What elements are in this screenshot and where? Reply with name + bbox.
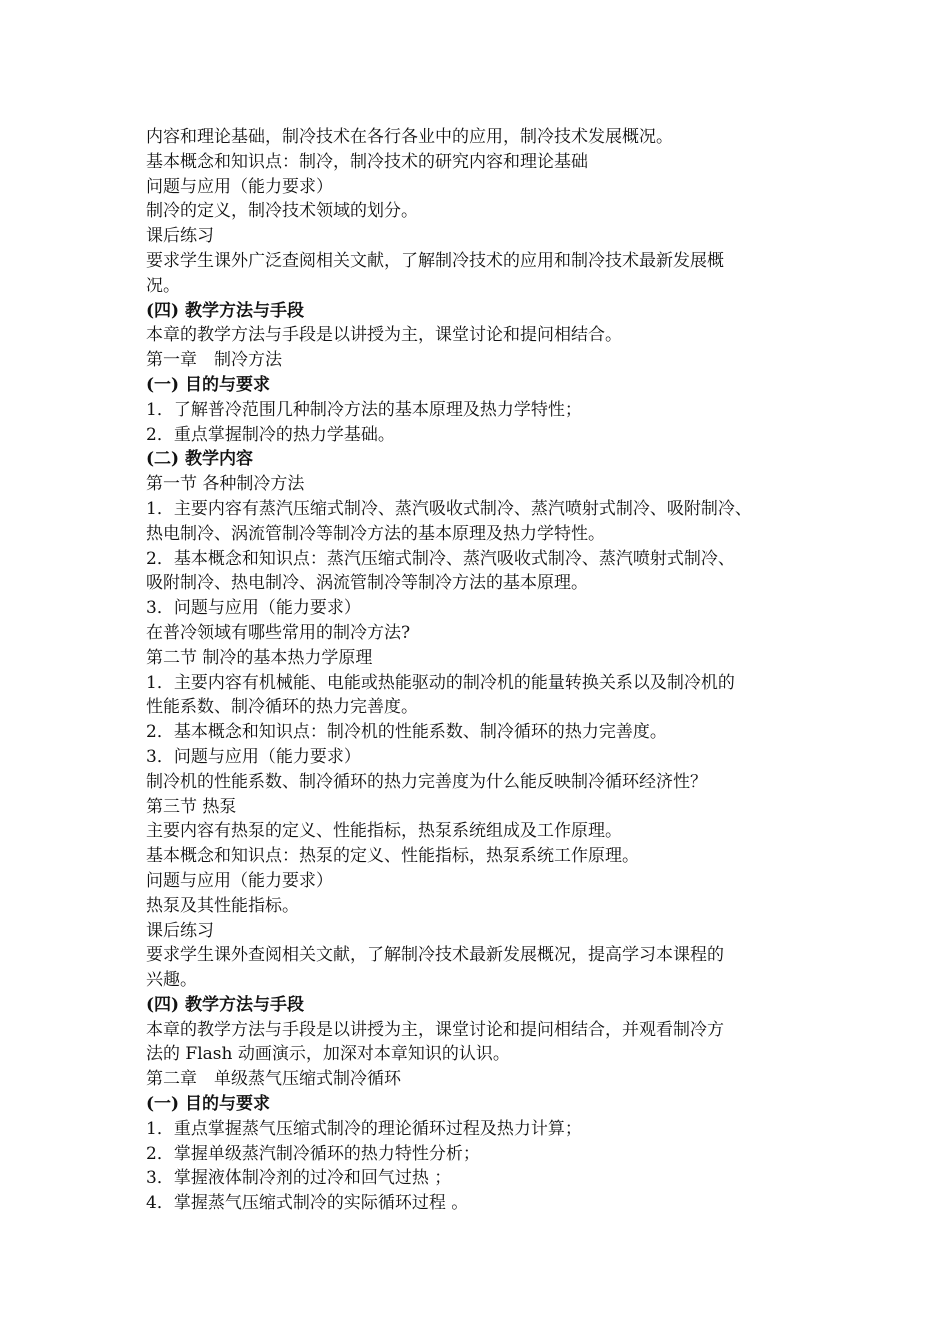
text-line: 3．问题与应用（能力要求） <box>146 746 361 767</box>
text-line: 热泵及其性能指标。 <box>146 895 299 916</box>
text-line: 制冷的定义，制冷技术领域的划分。 <box>146 201 418 222</box>
text-line: 第二章 单级蒸气压缩式制冷循环 <box>146 1069 401 1090</box>
text-line: 1．重点掌握蒸气压缩式制冷的理论循环过程及热力计算； <box>146 1118 582 1139</box>
text-line: 3．问题与应用（能力要求） <box>146 598 361 619</box>
text-line: 况。 <box>146 275 180 296</box>
text-line: 基本概念和知识点：热泵的定义、性能指标，热泵系统工作原理。 <box>146 846 639 867</box>
section-heading: (一) 目的与要求 <box>146 1094 271 1115</box>
text-line: 第一节 各种制冷方法 <box>146 474 305 495</box>
section-heading: (四) 教学方法与手段 <box>146 994 305 1015</box>
text-line: 1．主要内容有蒸汽压缩式制冷、蒸汽吸收式制冷、蒸汽喷射式制冷、吸附制冷、 <box>146 498 752 519</box>
text-line: 制冷机的性能系数、制冷循环的热力完善度为什么能反映制冷循环经济性？ <box>146 771 707 792</box>
text-line: 3．掌握液体制冷剂的过冷和回气过热 ； <box>146 1168 452 1189</box>
text-line: 要求学生课外查阅相关文献，了解制冷技术最新发展概况，提高学习本课程的 <box>146 945 724 966</box>
text-line: 本章的教学方法与手段是以讲授为主，课堂讨论和提问相结合，并观看制冷方 <box>146 1019 724 1040</box>
section-heading: (一) 目的与要求 <box>146 374 271 395</box>
text-line: 主要内容有热泵的定义、性能指标，热泵系统组成及工作原理。 <box>146 821 622 842</box>
text-line: 2．基本概念和知识点：制冷机的性能系数、制冷循环的热力完善度。 <box>146 722 667 743</box>
text-line: 要求学生课外广泛查阅相关文献，了解制冷技术的应用和制冷技术最新发展概 <box>146 250 724 271</box>
text-line: 1．主要内容有机械能、电能或热能驱动的制冷机的能量转换关系以及制冷机的 <box>146 672 735 693</box>
document-body <box>146 125 826 1216</box>
text-line: 课后练习 <box>146 920 214 941</box>
text-line: 1．了解普冷范围几种制冷方法的基本原理及热力学特性； <box>146 399 582 420</box>
text-line: 性能系数、制冷循环的热力完善度。 <box>146 697 418 718</box>
text-line: 本章的教学方法与手段是以讲授为主，课堂讨论和提问相结合。 <box>146 325 622 346</box>
text-line: 热电制冷、涡流管制冷等制冷方法的基本原理及热力学特性。 <box>146 523 605 544</box>
text-line: 兴趣。 <box>146 970 197 991</box>
text-line: 内容和理论基础，制冷技术在各行各业中的应用，制冷技术发展概况。 <box>146 127 673 147</box>
text-line: 在普冷领域有哪些常用的制冷方法? <box>146 622 411 643</box>
text-line: 2．基本概念和知识点：蒸汽压缩式制冷、蒸汽吸收式制冷、蒸汽喷射式制冷、 <box>146 548 735 569</box>
text-line: 2．重点掌握制冷的热力学基础。 <box>146 424 395 445</box>
text-line: 课后练习 <box>146 226 214 247</box>
text-line: 第一章 制冷方法 <box>146 350 282 371</box>
text-line: 吸附制冷、热电制冷、涡流管制冷等制冷方法的基本原理。 <box>146 573 588 594</box>
text-line: 基本概念和知识点：制冷，制冷技术的研究内容和理论基础 <box>146 151 588 172</box>
text-line: 2．掌握单级蒸汽制冷循环的热力特性分析； <box>146 1143 480 1164</box>
text-line: 法的 Flash 动画演示，加深对本章知识的认识。 <box>146 1044 510 1065</box>
section-heading: (二) 教学内容 <box>146 449 254 470</box>
text-line: 问题与应用（能力要求） <box>146 870 333 891</box>
text-line: 4．掌握蒸气压缩式制冷的实际循环过程 。 <box>146 1193 469 1214</box>
text-line: 问题与应用（能力要求） <box>146 176 333 197</box>
text-line: 第三节 热泵 <box>146 796 237 817</box>
text-line: 第二节 制冷的基本热力学原理 <box>146 647 373 668</box>
section-heading: (四) 教学方法与手段 <box>146 300 305 321</box>
